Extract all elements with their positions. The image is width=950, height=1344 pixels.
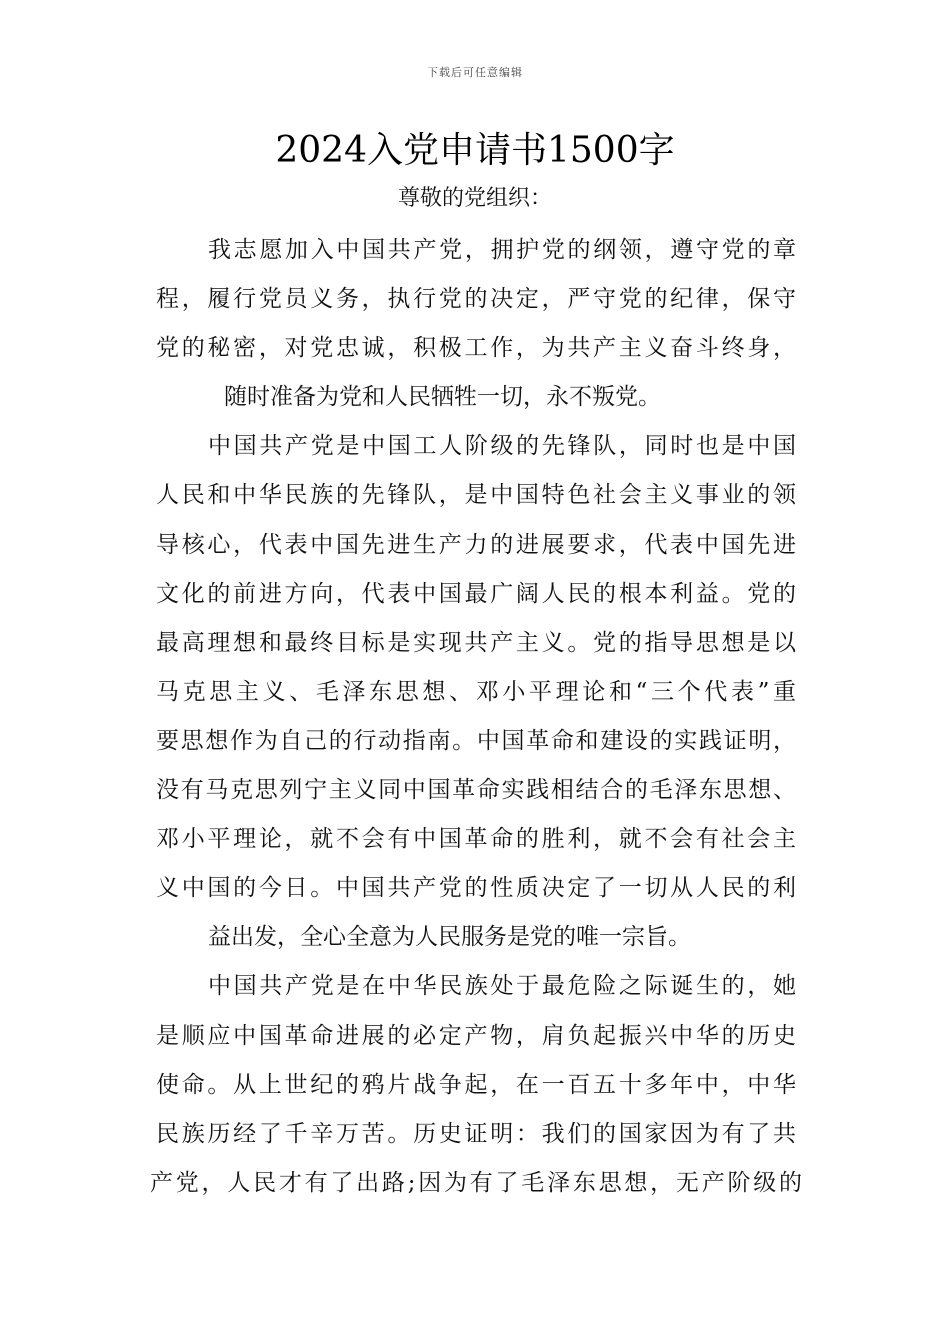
text-line: 使命。从上世纪的鸦片战争起，在一百五十多年中，中华 [156,1071,796,1098]
header-note: 下载后可任意编辑 [427,66,523,79]
text-line: 中国共产党是在中华民族处于最危险之际诞生的，她 [208,973,796,1000]
text-line: 要思想作为自己的行动指南。中国革命和建设的实践证明， [156,727,796,754]
text-line: 民族历经了千辛万苦。历史证明：我们的国家因为有了共 [156,1120,796,1147]
text-line: 产党，人民才有了出路;因为有了毛泽东思想，无产阶级的 [150,1169,802,1196]
text-line: 人民和中华民族的先锋队，是中国特色社会主义事业的领 [156,482,796,509]
text-line: 是顺应中国革命进展的必定产物，肩负起振兴中华的历史 [156,1022,796,1049]
text-line: 中国共产党是中国工人阶级的先锋队，同时也是中国 [208,433,796,460]
text-line: 我志愿加入中国共产党，拥护党的纲领，遵守党的章 [208,237,796,263]
text-line: 程，履行党员义务，执行党的决定，严守党的纪律，保守 [156,286,796,313]
text-line: 最高理想和最终目标是实现共产主义。党的指导思想是以 [156,629,796,656]
text-line: 益出发，全心全意为人民服务是党的唯一宗旨。 [208,924,691,951]
text-line: 党的秘密，对党忠诚，积极工作，为共产主义奋斗终身， [156,335,796,362]
body-text [150,226,802,1208]
text-line: 邓小平理论，就不会有中国革命的胜利，就不会有社会主 [156,826,796,853]
text-line: 导核心，代表中国先进生产力的进展要求，代表中国先进 [156,531,796,558]
text-line: 义中国的今日。中国共产党的性质决定了一切从人民的利 [156,875,796,902]
text-line: 文化的前进方向，代表中国最广阔人民的根本利益。党的 [156,580,796,607]
text-line: 马克思主义、毛泽东思想、邓小平理论和“三个代表”重 [156,678,796,705]
document-title: 2024入党申请书1500字 [275,130,675,171]
salutation: 尊敬的党组织： [397,186,552,211]
text-line: 随时准备为党和人民牺牲一切，永不叛党。 [224,384,661,411]
text-line: 没有马克思列宁主义同中国革命实践相结合的毛泽东思想、 [156,777,796,804]
